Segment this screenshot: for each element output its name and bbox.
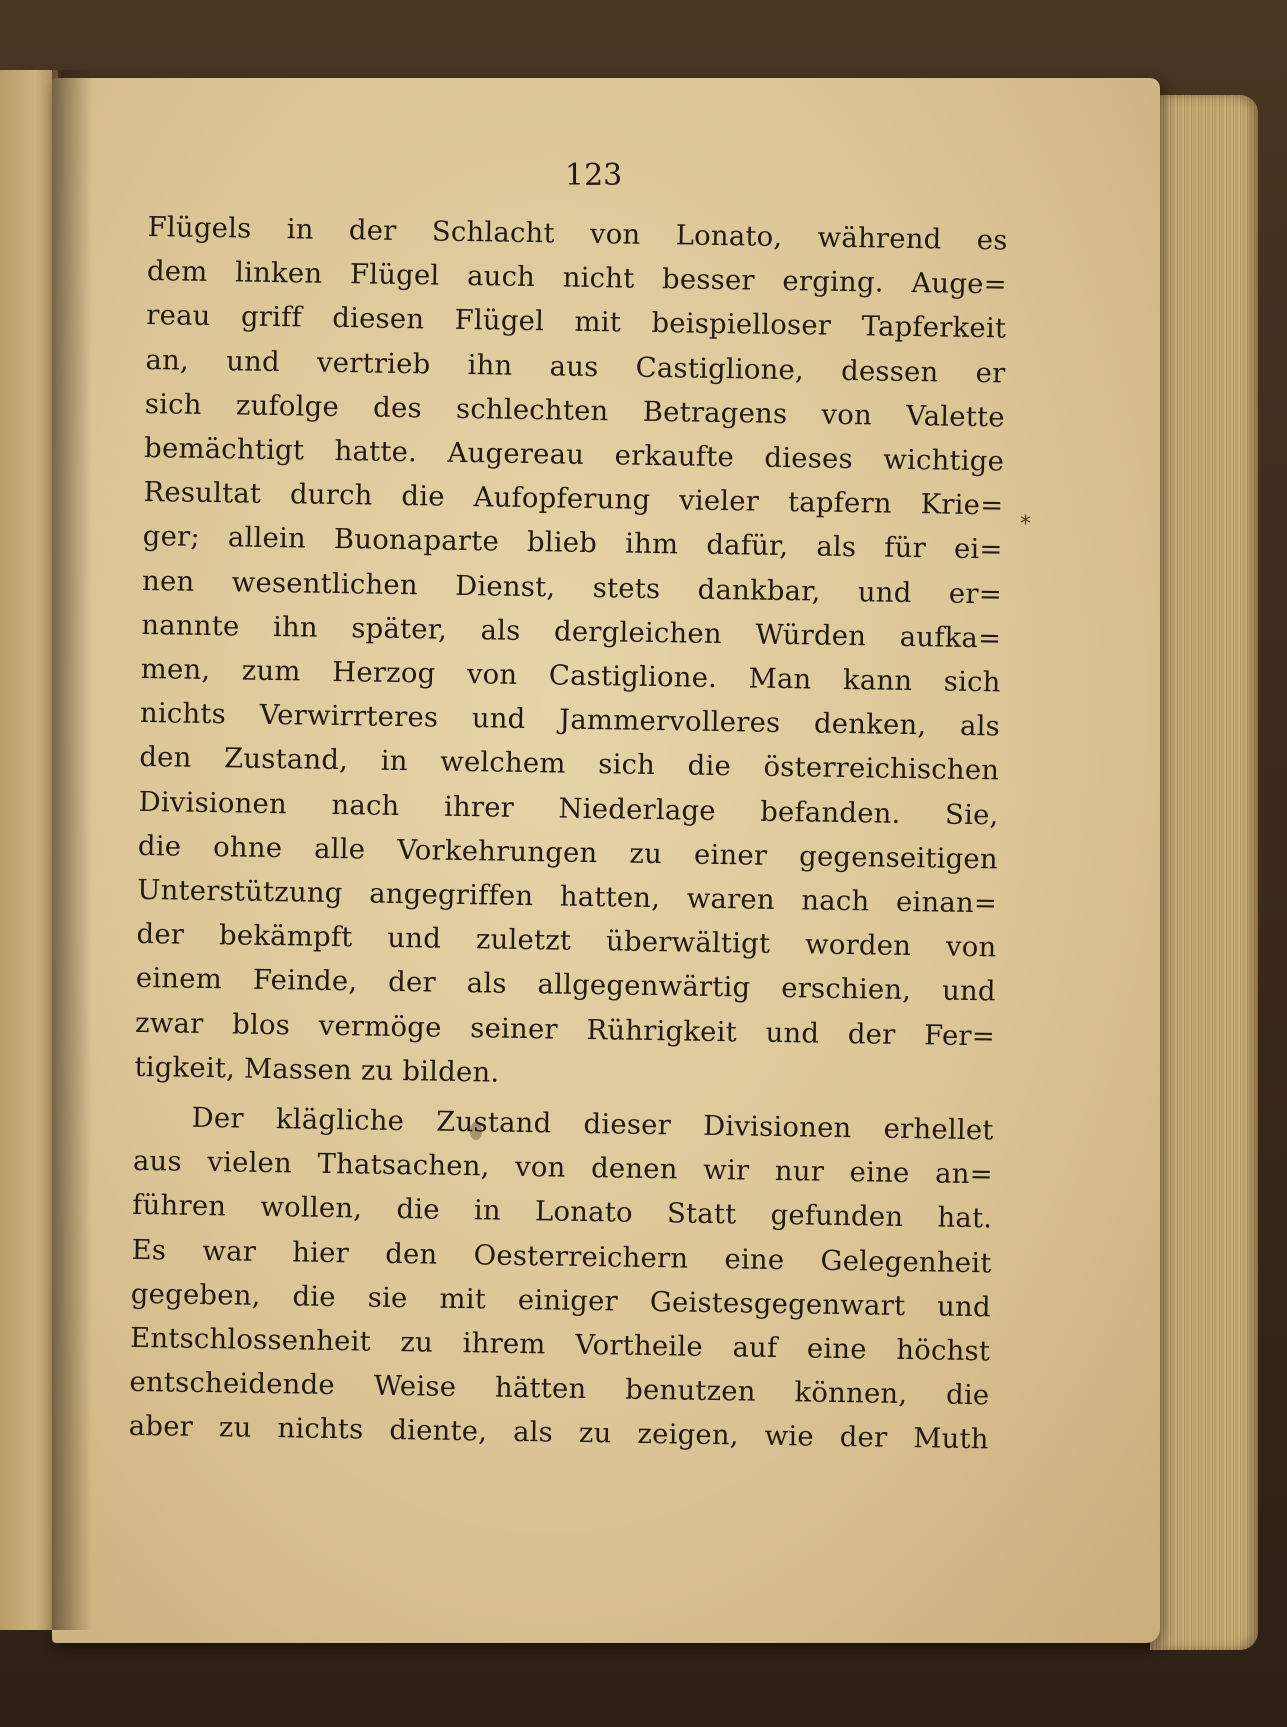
text-line: einem Feinde, der als allgegenwärtig erschien, und <box>135 962 996 1008</box>
text-line: nannte ihn später, als dergleichen Würden aufka= <box>141 608 1002 655</box>
text-line: Unterstützung angegriffen hatten, waren nach einan= <box>136 873 998 920</box>
text-line: Divisionen nach ihrer Niederlage befanden. Sie, <box>138 785 999 832</box>
text-line: bemächtigt hatte. Augereau erkaufte dieses wichtige <box>143 431 1005 478</box>
text-line: Der klägliche Zustand dieser Divisionen erhellet <box>191 1101 994 1147</box>
text-line: Resultat durch die Aufopferung vieler tapfern Krie= <box>143 476 1004 522</box>
text-line: tigkeit, Massen zu bilden. <box>134 1050 500 1089</box>
text-line: dem linken Flügel auch nicht besser erging. Auge= <box>146 255 1008 301</box>
text-line: den Zustand, in welchem sich die österreichischen <box>139 741 1000 787</box>
text-line: führen wollen, die in Lonato Statt gefunden hat. <box>132 1189 993 1235</box>
ink-spot <box>470 1122 482 1140</box>
text-line: ger; allein Buonaparte blieb ihm dafür, als für ei= <box>142 520 1003 566</box>
text-line: Flügels in der Schlacht von Lonato, während es <box>147 210 1008 257</box>
text-line: nen wesentlichen Dienst, stets dankbar, und er= <box>141 564 1003 611</box>
text-line: reau griff diesen Flügel mit beispielloser Tapferkeit <box>146 299 1007 345</box>
text-line: an, und vertrieb ihn aus Castiglione, dessen er <box>145 343 1006 390</box>
text-line: nichts Verwirrteres und Jammervolleres denken, als <box>139 697 1001 743</box>
page-number: 123 <box>565 158 623 193</box>
text-line: zwar blos vermöge seiner Rührigkeit und der Fer= <box>134 1006 996 1053</box>
text-line: entscheidende Weise hätten benutzen können, die <box>129 1366 990 1412</box>
page-edges <box>1150 95 1258 1650</box>
text-line: aber zu nichts diente, als zu zeigen, wie der Muth <box>128 1410 989 1456</box>
text-line: Es war hier den Oesterreichern eine Gelegenheit <box>131 1233 992 1280</box>
text-line: die ohne alle Vorkehrungen zu einer gegenseitigen <box>137 829 999 876</box>
text-line: men, zum Herzog von Castiglione. Man kann sich <box>140 652 1001 699</box>
text-line: gegeben, die sie mit einiger Geistesgegenwart und <box>130 1277 992 1324</box>
text-line: Entschlossenheit zu ihrem Vortheile auf eine höchst <box>129 1321 991 1368</box>
text-line: der bekämpft und zuletzt überwältigt worden von <box>136 918 997 964</box>
page-text <box>128 205 1007 1462</box>
text-line: sich zufolge des schlechten Betragens von Valette <box>144 387 1006 434</box>
text-line: aus vielen Thatsachen, von denen wir nur eine an= <box>132 1145 994 1191</box>
spine-shadow <box>52 70 92 1630</box>
margin-mark: * <box>1020 512 1031 537</box>
